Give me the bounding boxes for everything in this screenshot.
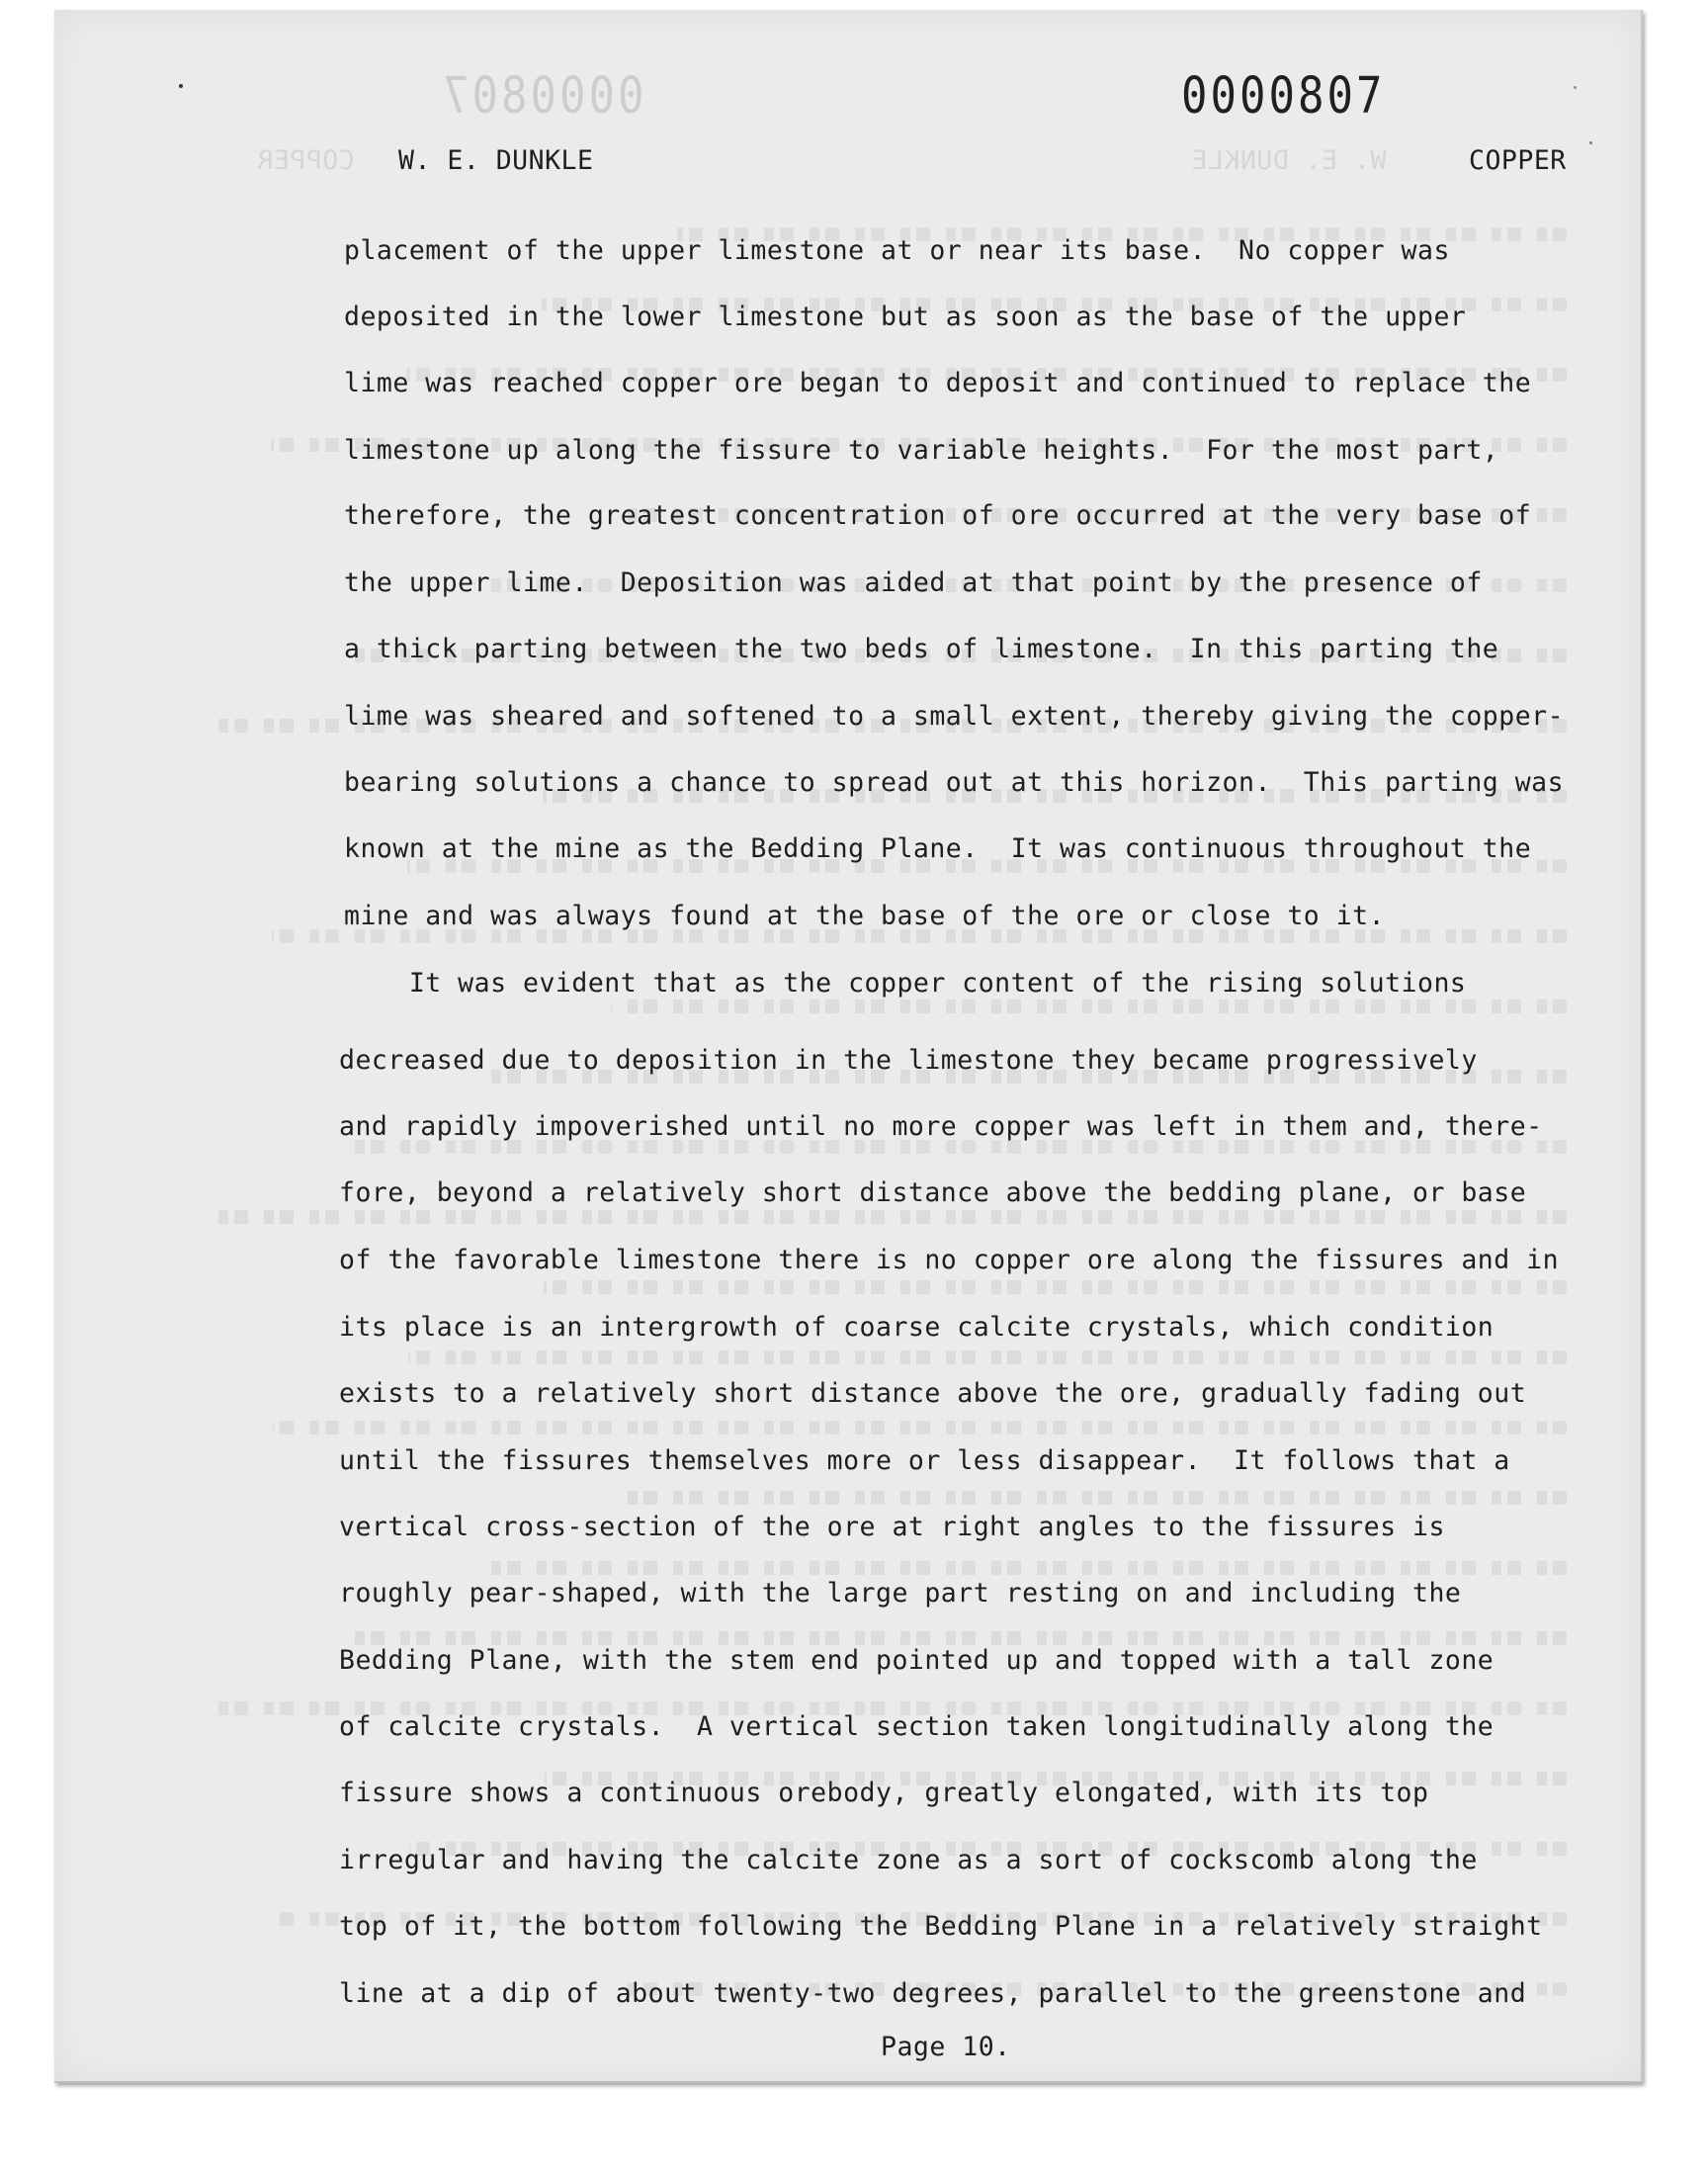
body-line: line at a dip of about twenty-two degrees, parallel to the greenstone and bbox=[339, 1978, 1527, 2009]
body-line: of the favorable limestone there is no copper ore along the fissures and in bbox=[339, 1245, 1560, 1275]
bleed-through-doc-number: 0000807 bbox=[440, 67, 644, 126]
bleed-through-line bbox=[611, 1000, 1567, 1013]
bleed-through-line bbox=[272, 929, 1567, 943]
bleed-through-line bbox=[408, 1350, 1567, 1364]
body-line: mine and was always found at the base of the ore or close to it. bbox=[344, 901, 1386, 931]
author-name: W. E. DUNKLE bbox=[398, 145, 594, 176]
body-line: known at the mine as the Bedding Plane. It was continuous throughout the bbox=[344, 833, 1532, 864]
body-line: until the fissures themselves more or less disappear. It follows that a bbox=[339, 1445, 1510, 1476]
body-line: fissure shows a continuous orebody, greatly elongated, with its top bbox=[339, 1778, 1429, 1808]
bleed-through-line bbox=[340, 1140, 1567, 1154]
body-line: roughly pear-shaped, with the large part resting on and including the bbox=[339, 1578, 1462, 1609]
body-line: placement of the upper limestone at or near its base. No copper was bbox=[344, 235, 1450, 266]
bleed-through-line bbox=[341, 1631, 1567, 1645]
body-line: irregular and having the calcite zone as a sort of cockscomb along the bbox=[339, 1845, 1478, 1875]
body-line: of calcite crystals. A vertical section taken longitudinally along the bbox=[339, 1711, 1494, 1742]
scan-speck bbox=[1574, 86, 1577, 89]
body-line: therefore, the greatest concentration of ore occurred at the very base of bbox=[344, 500, 1532, 531]
subject-label: COPPER bbox=[1469, 145, 1567, 176]
page-number: Page 10. bbox=[881, 2032, 1011, 2062]
body-line: decreased due to deposition in the limestone they became progressively bbox=[339, 1045, 1478, 1076]
body-line: bearing solutions a chance to spread out at this horizon. This parting was bbox=[344, 767, 1565, 798]
body-line: vertical cross-section of the ore at right angles to the fissures is bbox=[339, 1512, 1445, 1542]
body-line: It was evident that as the copper content of the rising solutions bbox=[344, 968, 1467, 999]
bleed-through-line bbox=[544, 1280, 1567, 1294]
body-line: limestone up along the fissure to variable heights. For the most part, bbox=[344, 435, 1499, 466]
scan-speck bbox=[1589, 141, 1592, 144]
paper-sheet bbox=[54, 10, 1643, 2083]
bleed-through-line bbox=[476, 1561, 1567, 1575]
body-line: fore, beyond a relatively short distance above the bedding plane, or base bbox=[339, 1177, 1527, 1208]
body-line: Bedding Plane, with the stem end pointed up and topped with a tall zone bbox=[339, 1645, 1494, 1676]
body-line: exists to a relatively short distance above the ore, gradually fading out bbox=[339, 1378, 1527, 1409]
bleed-through-line bbox=[612, 1491, 1567, 1505]
body-line: its place is an intergrowth of coarse calcite crystals, which condition bbox=[339, 1312, 1494, 1343]
body-line: lime was reached copper ore began to deposit and continued to replace the bbox=[344, 368, 1532, 398]
bleed-through-line bbox=[273, 1421, 1567, 1435]
bleed-through-author: W. E. DUNKLE bbox=[1191, 145, 1387, 176]
document-number: 0000807 bbox=[1181, 67, 1386, 126]
body-line: top of it, the bottom following the Bedding Plane in a relatively straight bbox=[339, 1911, 1543, 1942]
bleed-through-line bbox=[205, 1210, 1567, 1224]
bleed-through-subject: COPPER bbox=[257, 145, 355, 176]
body-line: a thick parting between the two beds of limestone. In this parting the bbox=[344, 634, 1499, 664]
body-line: the upper lime. Deposition was aided at that point by the presence of bbox=[344, 567, 1483, 598]
body-line: lime was sheared and softened to a small extent, thereby giving the copper- bbox=[344, 701, 1565, 732]
body-line: deposited in the lower limestone but as soon as the base of the upper bbox=[344, 302, 1467, 332]
body-line: and rapidly impoverished until no more copper was left in them and, there- bbox=[339, 1111, 1543, 1142]
scan-speck bbox=[179, 84, 183, 88]
